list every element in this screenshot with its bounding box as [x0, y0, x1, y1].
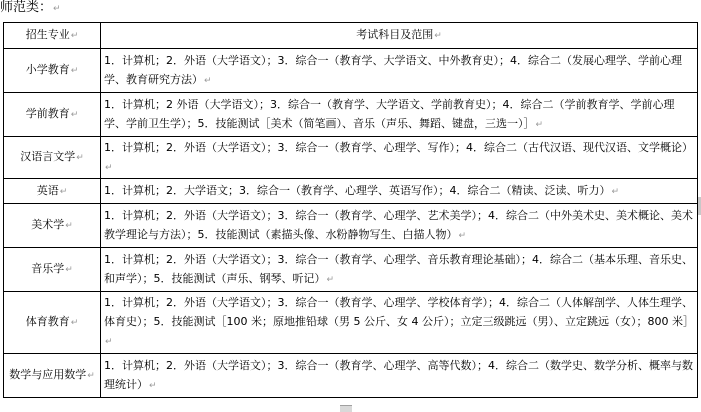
table-row	[4, 292, 698, 354]
major-cell: 体育教育↵	[4, 292, 101, 354]
exam-cell: 1．计算机；2．外语（大学语文）；3．综合一（教育学、心理学、艺术美学）；4．综合二（中外美术史、美术概论、美术教学理论与方法）；5．技能测试（素描头像、水粉静物写生、白描人物）↵	[101, 204, 698, 248]
table-row	[4, 93, 698, 137]
exam-cell: 1．计算机；2．大学语文；3．综合一（教育学、心理学、英语写作）；4．综合二（精读、泛读、听力）↵	[101, 179, 698, 204]
header-exam: 考试科目及范围↵	[101, 23, 698, 49]
major-cell: 汉语言文学↵	[4, 137, 101, 179]
exam-cell: 1．计算机；2．外语（大学语文）；3．综合一（教育学、心理学、高等代数）；4．综合二（数学史、数学分析、概率与数理统计）↵	[101, 354, 698, 398]
table-header-row	[4, 23, 698, 49]
major-cell: 学前教育↵	[4, 93, 101, 137]
major-cell: 美术学↵	[4, 204, 101, 248]
table-row	[4, 49, 698, 93]
major-cell: 英语↵	[4, 179, 101, 204]
paragraph-mark-icon: ↵	[53, 4, 61, 14]
major-cell: 数学与应用数学↵	[4, 354, 101, 398]
table-row	[4, 204, 698, 248]
exam-cell: 1．计算机；2．外语（大学语文）；3．综合一（教育学、心理学、学校体育学）；4．综合二（人体解剖学、人体生理学、体育史）；5．技能测试［100 米；原地推铅球（男 5 公斤、女 4 公斤）；立定三级跳远（男）、立定跳远（女）；800 米］↵	[101, 292, 698, 354]
exam-cell: 1．计算机；2．外语（大学语文）；3．综合一（教育学、大学语文、中外教育史）；4．综合二（发展心理学、学前心理学、教育研究方法）↵	[101, 49, 698, 93]
major-cell: 小学教育↵	[4, 49, 101, 93]
exam-subjects-table	[3, 22, 698, 398]
section-heading-text: 师范类：	[0, 0, 53, 15]
table-move-handle[interactable]	[340, 405, 352, 412]
exam-cell: 1．计算机；2．外语（大学语文）；3．综合一（教育学、心理学、写作）；4．综合二（古代汉语、现代汉语、文学概论）↵	[101, 137, 698, 179]
table-row	[4, 179, 698, 204]
table-row	[4, 248, 698, 292]
table-row	[4, 137, 698, 179]
section-heading	[0, 1, 61, 16]
exam-cell: 1．计算机；2 外语（大学语文）；3．综合一（教育学、大学语文、学前教育史）；4．综合二（学前教育学、学前心理学、学前卫生学）；5．技能测试［美术（简笔画）、音乐（声乐、舞蹈、键盘，三选一）］↵	[101, 93, 698, 137]
major-cell: 音乐学↵	[4, 248, 101, 292]
table-row	[4, 354, 698, 398]
exam-cell: 1．计算机；2．外语（大学语文）；3．综合一（教育学、心理学、音乐教育理论基础）；4．综合二（基本乐理、音乐史、和声学）；5．技能测试（声乐、钢琴、听记）↵	[101, 248, 698, 292]
header-major: 招生专业↵	[4, 23, 101, 49]
